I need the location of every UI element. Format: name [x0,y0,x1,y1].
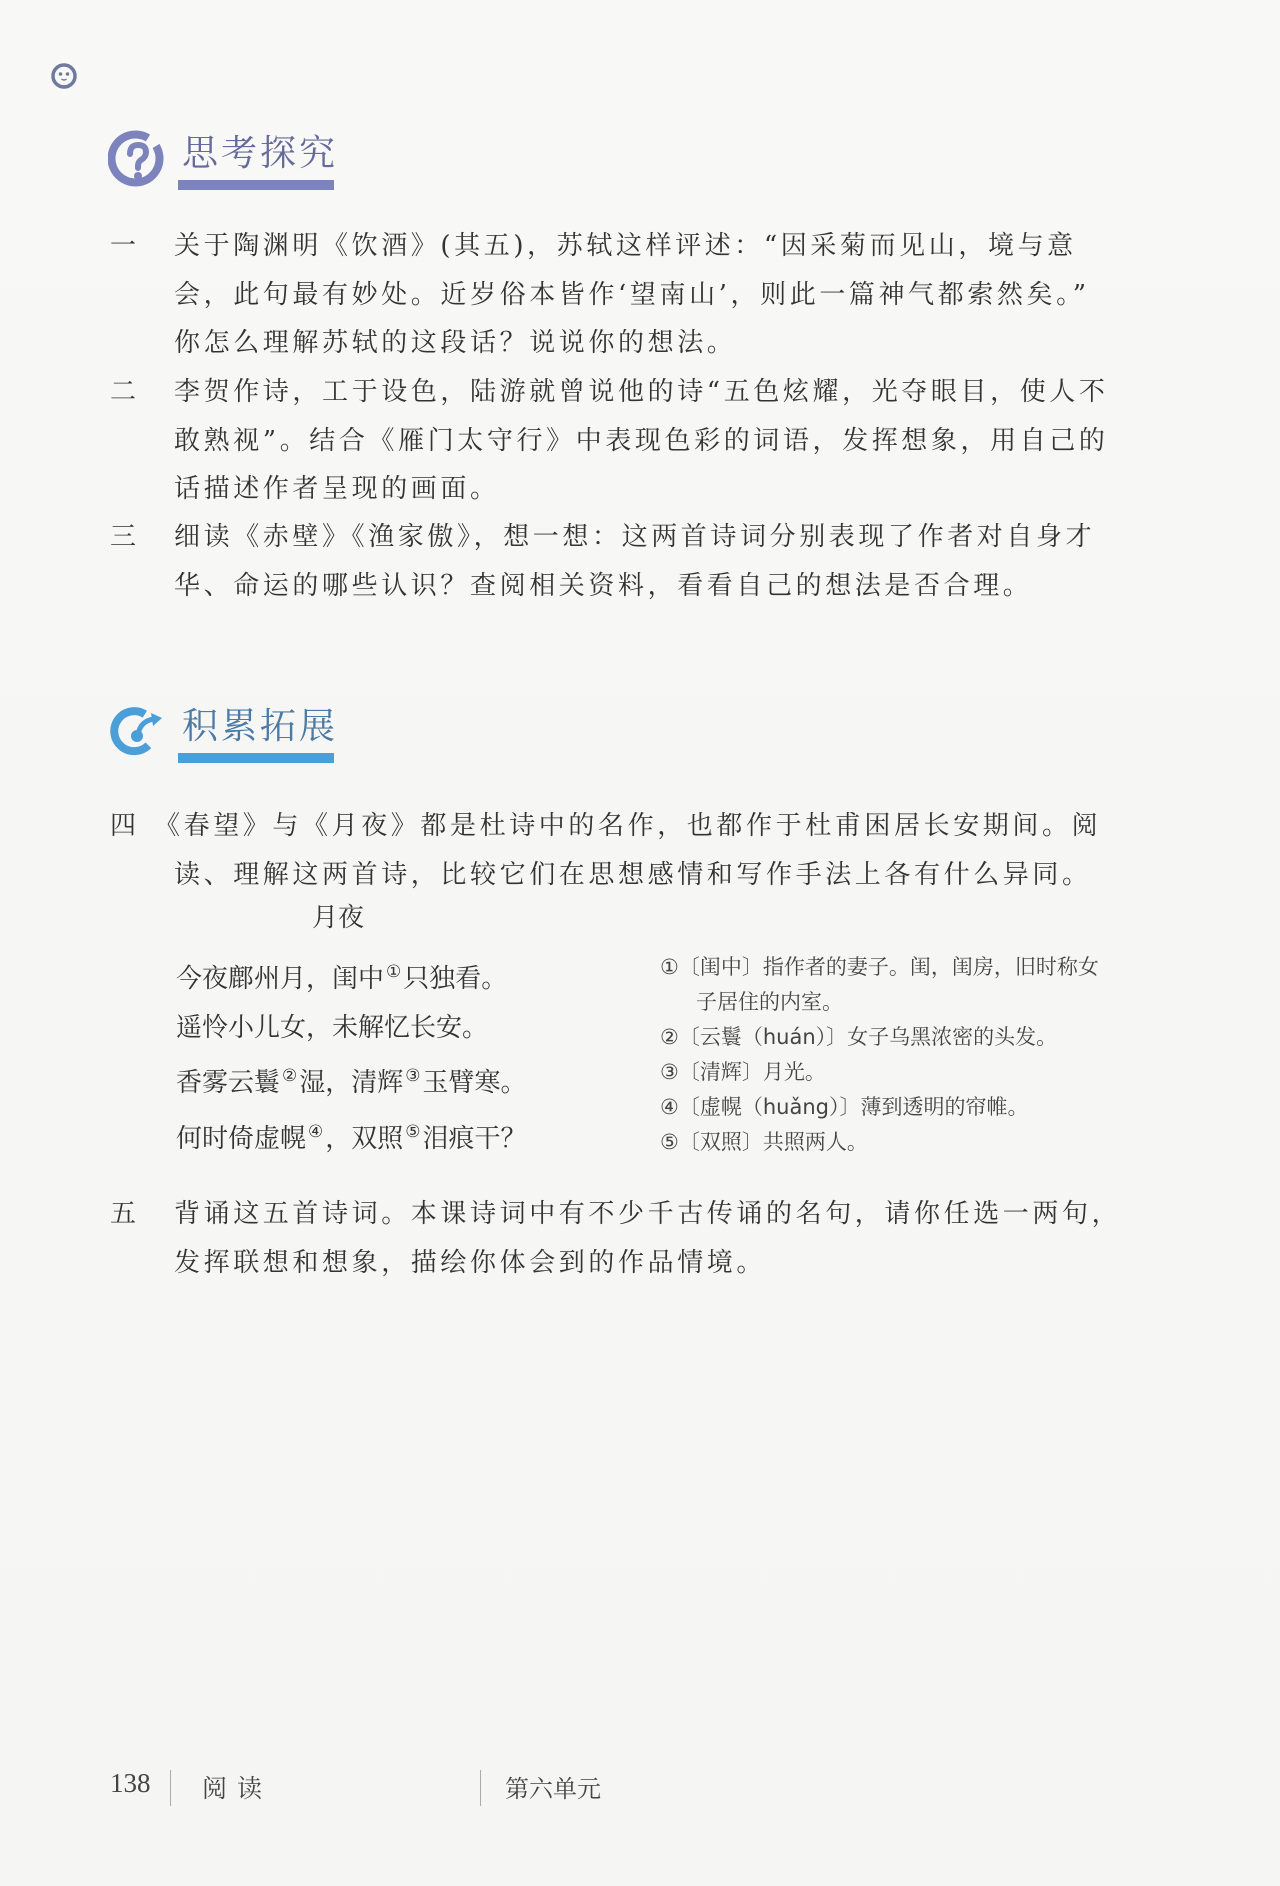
text-line: 会，此句最有妙处。近岁俗本皆作‘望南山’，则此一篇神气都索然矣。” [174,279,1090,310]
smiley-face-icon [50,62,78,90]
poem-text: ，双照 [325,1123,404,1154]
text-line: 读、理解这两首诗，比较它们在思想感情和写作手法上各有什么异同。 [174,859,1092,890]
section-header-think-explore [108,130,338,190]
page-number: 138 [110,1768,151,1798]
footnote-item: ④〔虚幌（huǎng）〕薄到透明的帘帷。 [660,1095,1029,1119]
question-text [174,222,1160,368]
text-line: 《春望》与《月夜》都是杜诗中的名作，也都作于杜甫困居长安期间。阅 [154,811,1102,841]
question-item-2 [110,368,1160,514]
footnote-item [660,950,1160,1020]
poem-text: 玉臂寒。 [422,1068,527,1098]
footnote-marker: ③ [405,1066,421,1086]
text-line: 话描述作者呈现的画面。 [174,474,500,504]
page-footer [110,1768,710,1818]
title-underline [178,753,334,763]
section-title: 积累拓展 [182,706,339,747]
text-line: 敢熟视”。结合《雁门太守行》中表现色彩的词语，发挥想象，用自己的 [174,425,1109,456]
footnote-marker: ① [386,962,402,982]
poem-text: 今夜鄜州月，闺中 [176,964,385,994]
poem-title: 月夜 [312,903,365,933]
footer-unit-name: 第六单元 [505,1777,601,1803]
footnote-text: ①〔闺中〕指作者的妻子。闺，闺房，旧时称女 [660,955,1099,979]
poem-body [176,948,527,1163]
footer-divider [170,1770,171,1806]
section-title: 思考探究 [182,133,339,174]
poem-text: 香雾云鬟 [176,1068,281,1098]
question-text [174,513,1160,610]
poem-text: 只独看。 [403,964,508,994]
poem-line [176,1052,527,1108]
text-line: 李贺作诗，工于设色，陆游就曾说他的诗“五色炫耀，光夺眼目，使人不 [174,377,1109,407]
footer-section-name: 阅读 [202,1776,273,1803]
text-line: 关于陶渊明《饮酒》(其五)，苏轼这样评述：“因采菊而见山，境与意 [174,231,1077,261]
question-item-4 [110,802,1160,899]
text-line: 背诵这五首诗词。本课诗词中有不少千古传诵的名句，请你任选一两句， [174,1199,1122,1229]
footnote-item: ⑤〔双照〕共照两人。 [660,1130,868,1154]
question-text [154,802,1160,899]
question-item-5 [110,1190,1160,1287]
question-text [174,368,1160,514]
footnote-marker: ④ [308,1121,324,1142]
poem-line [176,1004,527,1053]
circular-arrow-icon [108,703,168,763]
poem-line [176,948,527,1004]
footnote-item: ②〔云鬟（huán）〕女子乌黑浓密的头发。 [660,1025,1058,1049]
text-line: 细读《赤壁》《渔家傲》，想一想：这两首诗词分别表现了作者对自身才 [174,522,1096,552]
text-line: 你怎么理解苏轼的这段话？说说你的想法。 [174,328,737,358]
poem-text: 湿，清辉 [299,1068,404,1098]
question-number: 五 [110,1199,137,1229]
question-text [174,1190,1160,1287]
question-number: 一 [110,231,137,261]
text-line: 华、命运的哪些认识？查阅相关资料，看看自己的想法是否合理。 [174,570,1033,601]
question-item-3 [110,513,1160,610]
title-underline [178,180,334,190]
text-line: 发挥联想和想象，描绘你体会到的作品情境。 [174,1247,767,1278]
footnotes [660,950,1160,1160]
question-number: 四 [110,811,137,841]
footnote-text: 子居住的内室。 [696,990,843,1014]
footnote-item: ③〔清辉〕月光。 [660,1060,826,1084]
footer-divider [480,1770,481,1806]
poem-text: 泪痕干？ [422,1123,527,1154]
poem-line [176,1108,527,1164]
section-header-accumulate-expand [108,703,338,763]
question-circle-icon [108,130,168,190]
question-number: 二 [110,377,137,407]
question-number: 三 [110,522,137,552]
question-item-1 [110,222,1160,368]
footnote-marker: ② [282,1066,298,1086]
poem-text: 遥怜小儿女，未解忆长安。 [176,1012,489,1043]
poem-text: 何时倚虚幌 [176,1123,307,1154]
footnote-marker: ⑤ [405,1121,421,1142]
